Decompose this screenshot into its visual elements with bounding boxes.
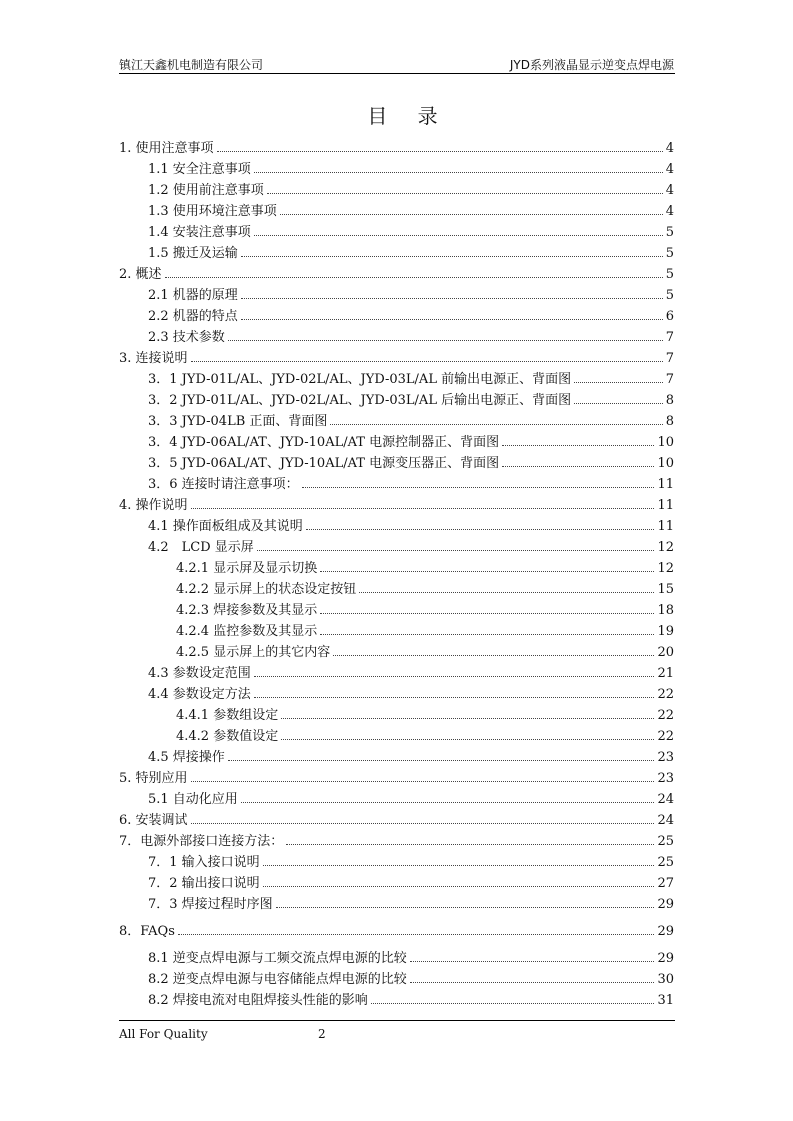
- toc-entry[interactable]: [148, 409, 674, 429]
- toc-entry-label: 8.2 逆变点焊电源与电容储能点焊电源的比较: [148, 972, 407, 987]
- toc-leader-dots: [228, 760, 655, 761]
- toc-entry-label: 8．FAQs: [119, 924, 175, 939]
- toc-leader-dots: [241, 256, 663, 257]
- toc-entry-label: 8.2 焊接电流对电阻焊接头性能的影响: [148, 993, 368, 1008]
- toc-entry[interactable]: [148, 682, 674, 702]
- toc-entry-label: 4.5 焊接操作: [148, 750, 225, 765]
- toc-entry[interactable]: [148, 988, 674, 1008]
- toc-entry-label: 8.1 逆变点焊电源与工频交流点焊电源的比较: [148, 951, 407, 966]
- toc-leader-dots: [330, 424, 662, 425]
- toc-leader-dots: [241, 802, 655, 803]
- toc-entry-label: 3．1 JYD-01L/AL、JYD-02L/AL、JYD-03L/AL 前输出电源正、背面图: [148, 372, 572, 387]
- toc-entry[interactable]: [176, 598, 674, 618]
- footer-page-number: 2: [318, 1027, 326, 1041]
- toc-entry-page: 15: [657, 582, 674, 597]
- toc-entry-page: 24: [657, 813, 674, 828]
- toc-entry-page: 11: [657, 477, 674, 492]
- toc-entry-label: 3．6 连接时请注意事项：: [148, 477, 299, 492]
- toc-leader-dots: [281, 718, 654, 719]
- toc-entry-page: 8: [665, 414, 674, 429]
- toc-entry[interactable]: [148, 304, 674, 324]
- toc-entry-label: 1.4 安装注意事项: [148, 225, 251, 240]
- toc-entry[interactable]: [176, 724, 674, 744]
- toc-leader-dots: [359, 592, 654, 593]
- toc-entry-label: 4.4.1 参数组设定: [176, 708, 279, 723]
- toc-entry-page: 11: [657, 519, 674, 534]
- toc-leader-dots: [263, 886, 655, 887]
- header-divider: [119, 73, 675, 74]
- toc-entry[interactable]: [119, 808, 674, 828]
- toc-entry-page: 5: [665, 225, 674, 240]
- toc-leader-dots: [574, 382, 663, 383]
- toc-entry-label: 3．4 JYD-06AL/AT、JYD-10AL/AT 电源控制器正、背面图: [148, 435, 500, 450]
- toc-leader-dots: [574, 403, 663, 404]
- toc-entry-label: 4.4 参数设定方法: [148, 687, 251, 702]
- toc-entry-page: 4: [665, 183, 674, 198]
- toc-leader-dots: [254, 172, 663, 173]
- toc-leader-dots: [241, 298, 663, 299]
- toc-entry[interactable]: [119, 262, 674, 282]
- toc-entry-page: 6: [665, 309, 674, 324]
- toc-entry-label: 7．2 输出接口说明: [148, 876, 260, 891]
- toc-entry[interactable]: [119, 829, 674, 849]
- toc-leader-dots: [263, 865, 655, 866]
- toc-leader-dots: [502, 445, 654, 446]
- toc-entry-page: 25: [657, 855, 674, 870]
- toc-entry[interactable]: [148, 367, 674, 387]
- toc-entry[interactable]: [148, 745, 674, 765]
- toc-entry-page: 10: [657, 435, 674, 450]
- toc-entry-label: 1.5 搬迁及运输: [148, 246, 238, 261]
- toc-entry[interactable]: [148, 241, 674, 261]
- toc-entry[interactable]: [148, 451, 674, 471]
- toc-entry-label: 1.2 使用前注意事项: [148, 183, 264, 198]
- toc-entry-page: 20: [657, 645, 674, 660]
- toc-leader-dots: [191, 781, 655, 782]
- toc-leader-dots: [191, 508, 655, 509]
- toc-leader-dots: [302, 487, 655, 488]
- toc-leader-dots: [241, 319, 663, 320]
- toc-entry-page: 5: [665, 246, 674, 261]
- toc-entry-page: 29: [657, 951, 674, 966]
- toc-entry-page: 12: [657, 540, 674, 555]
- toc-entry-page: 11: [657, 498, 674, 513]
- header-product: JYD系列液晶显示逆变点焊电源: [509, 58, 674, 72]
- toc-entry-page: 31: [657, 993, 674, 1008]
- toc-entry[interactable]: [176, 577, 674, 597]
- toc-leader-dots: [191, 361, 663, 362]
- toc-leader-dots: [281, 739, 654, 740]
- toc-entry[interactable]: [176, 619, 674, 639]
- toc-entry[interactable]: [176, 703, 674, 723]
- toc-entry-page: 4: [665, 204, 674, 219]
- toc-leader-dots: [320, 613, 654, 614]
- toc-entry[interactable]: [148, 967, 674, 987]
- toc-entry[interactable]: [148, 388, 674, 408]
- toc-entry-label: 4. 操作说明: [119, 498, 188, 513]
- toc-leader-dots: [254, 235, 663, 236]
- toc-entry[interactable]: [119, 766, 674, 786]
- toc-entry-page: 27: [657, 876, 674, 891]
- toc-leader-dots: [228, 340, 663, 341]
- toc-entry[interactable]: [148, 850, 674, 870]
- toc-entry-page: 25: [657, 834, 674, 849]
- toc-entry-label: 4.2.1 显示屏及显示切换: [176, 561, 318, 576]
- toc-entry-label: 4.2 LCD 显示屏: [148, 540, 254, 555]
- toc-entry-label: 1.3 使用环境注意事项: [148, 204, 277, 219]
- page-title: 目 录: [367, 104, 450, 128]
- toc-entry-label: 2.3 技术参数: [148, 330, 225, 345]
- toc-leader-dots: [333, 655, 654, 656]
- toc-entry-page: 4: [665, 162, 674, 177]
- toc-entry-label: 5. 特别应用: [119, 771, 188, 786]
- toc-leader-dots: [410, 982, 655, 983]
- toc-entry[interactable]: [119, 136, 674, 156]
- toc-leader-dots: [306, 529, 655, 530]
- toc-entry-page: 18: [657, 603, 674, 618]
- toc-entry-label: 4.2.3 焊接参数及其显示: [176, 603, 318, 618]
- toc-entry[interactable]: [148, 514, 674, 534]
- toc-entry-label: 2.2 机器的特点: [148, 309, 238, 324]
- toc-leader-dots: [320, 571, 654, 572]
- toc-entry[interactable]: [148, 283, 674, 303]
- toc-leader-dots: [257, 550, 655, 551]
- toc-entry-label: 3．5 JYD-06AL/AT、JYD-10AL/AT 电源变压器正、背面图: [148, 456, 500, 471]
- toc-entry[interactable]: [148, 787, 674, 807]
- toc-entry-page: 21: [657, 666, 674, 681]
- toc-entry[interactable]: [148, 178, 674, 198]
- toc-leader-dots: [267, 193, 663, 194]
- footer-divider: [119, 1020, 675, 1021]
- toc-entry-page: 23: [657, 750, 674, 765]
- toc-entry-label: 7．1 输入接口说明: [148, 855, 260, 870]
- toc-leader-dots: [410, 961, 655, 962]
- toc-entry-page: 8: [665, 393, 674, 408]
- footer-slogan: All For Quality: [119, 1027, 208, 1041]
- toc-entry-page: 7: [665, 351, 674, 366]
- toc-entry-label: 2. 概述: [119, 267, 162, 282]
- toc-entry-label: 3. 连接说明: [119, 351, 188, 366]
- toc-entry-page: 4: [665, 141, 674, 156]
- toc-entry-page: 10: [657, 456, 674, 471]
- toc-entry-label: 5.1 自动化应用: [148, 792, 238, 807]
- toc-entry-label: 4.2.4 监控参数及其显示: [176, 624, 318, 639]
- toc-leader-dots: [165, 277, 663, 278]
- toc-leader-dots: [276, 907, 655, 908]
- toc-leader-dots: [217, 151, 663, 152]
- toc-leader-dots: [254, 676, 655, 677]
- header-company: 镇江天鑫机电制造有限公司: [119, 58, 264, 72]
- toc-leader-dots: [502, 466, 654, 467]
- toc-entry-label: 4.1 操作面板组成及其说明: [148, 519, 303, 534]
- toc-entry-page: 22: [657, 708, 674, 723]
- toc-entry-label: 4.4.2 参数值设定: [176, 729, 279, 744]
- toc-entry[interactable]: [176, 640, 674, 660]
- toc-entry[interactable]: [176, 556, 674, 576]
- toc-entry[interactable]: [148, 472, 674, 492]
- toc-entry-page: 23: [657, 771, 674, 786]
- toc-entry[interactable]: [148, 157, 674, 177]
- toc-entry-label: 4.2.2 显示屏上的状态设定按钮: [176, 582, 357, 597]
- toc-entry[interactable]: [119, 919, 674, 939]
- toc-leader-dots: [280, 214, 663, 215]
- toc-entry[interactable]: [148, 892, 674, 912]
- toc-entry-page: 12: [657, 561, 674, 576]
- toc-entry[interactable]: [148, 946, 674, 966]
- toc-entry-label: 6. 安装调试: [119, 813, 188, 828]
- toc-entry-label: 2.1 机器的原理: [148, 288, 238, 303]
- toc-entry-page: 29: [657, 897, 674, 912]
- toc-entry-label: 7．3 焊接过程时序图: [148, 897, 273, 912]
- page-header: [119, 52, 674, 72]
- toc-entry-page: 5: [665, 288, 674, 303]
- toc-entry[interactable]: [148, 661, 674, 681]
- toc-entry-page: 5: [665, 267, 674, 282]
- toc-entry-label: 7．电源外部接口连接方法：: [119, 834, 284, 849]
- toc-entry-label: 1.1 安全注意事项: [148, 162, 251, 177]
- toc-leader-dots: [320, 634, 654, 635]
- toc-leader-dots: [286, 844, 654, 845]
- toc-entry-page: 19: [657, 624, 674, 639]
- toc-leader-dots: [254, 697, 655, 698]
- toc-entry-page: 29: [657, 924, 674, 939]
- toc-entry-label: 1. 使用注意事项: [119, 141, 214, 156]
- toc-entry-label: 3．3 JYD-04LB 正面、背面图: [148, 414, 328, 429]
- toc-entry[interactable]: [148, 871, 674, 891]
- toc-entry[interactable]: [119, 493, 674, 513]
- toc-entry-page: 7: [665, 372, 674, 387]
- toc-entry-page: 22: [657, 687, 674, 702]
- toc-entry[interactable]: [148, 220, 674, 240]
- toc-entry-label: 4.2.5 显示屏上的其它内容: [176, 645, 331, 660]
- toc-entry-label: 3．2 JYD-01L/AL、JYD-02L/AL、JYD-03L/AL 后输出电源正、背面图: [148, 393, 572, 408]
- toc-entry-page: 22: [657, 729, 674, 744]
- toc-entry-page: 24: [657, 792, 674, 807]
- toc-entry[interactable]: [148, 199, 674, 219]
- toc-leader-dots: [178, 934, 655, 935]
- toc-entry-label: 4.3 参数设定范围: [148, 666, 251, 681]
- toc-entry[interactable]: [148, 325, 674, 345]
- toc-entry-page: 30: [657, 972, 674, 987]
- toc-entry-page: 7: [665, 330, 674, 345]
- toc-entry[interactable]: [148, 430, 674, 450]
- toc-entry[interactable]: [148, 535, 674, 555]
- toc-leader-dots: [371, 1003, 655, 1004]
- toc-entry[interactable]: [119, 346, 674, 366]
- toc-leader-dots: [191, 823, 655, 824]
